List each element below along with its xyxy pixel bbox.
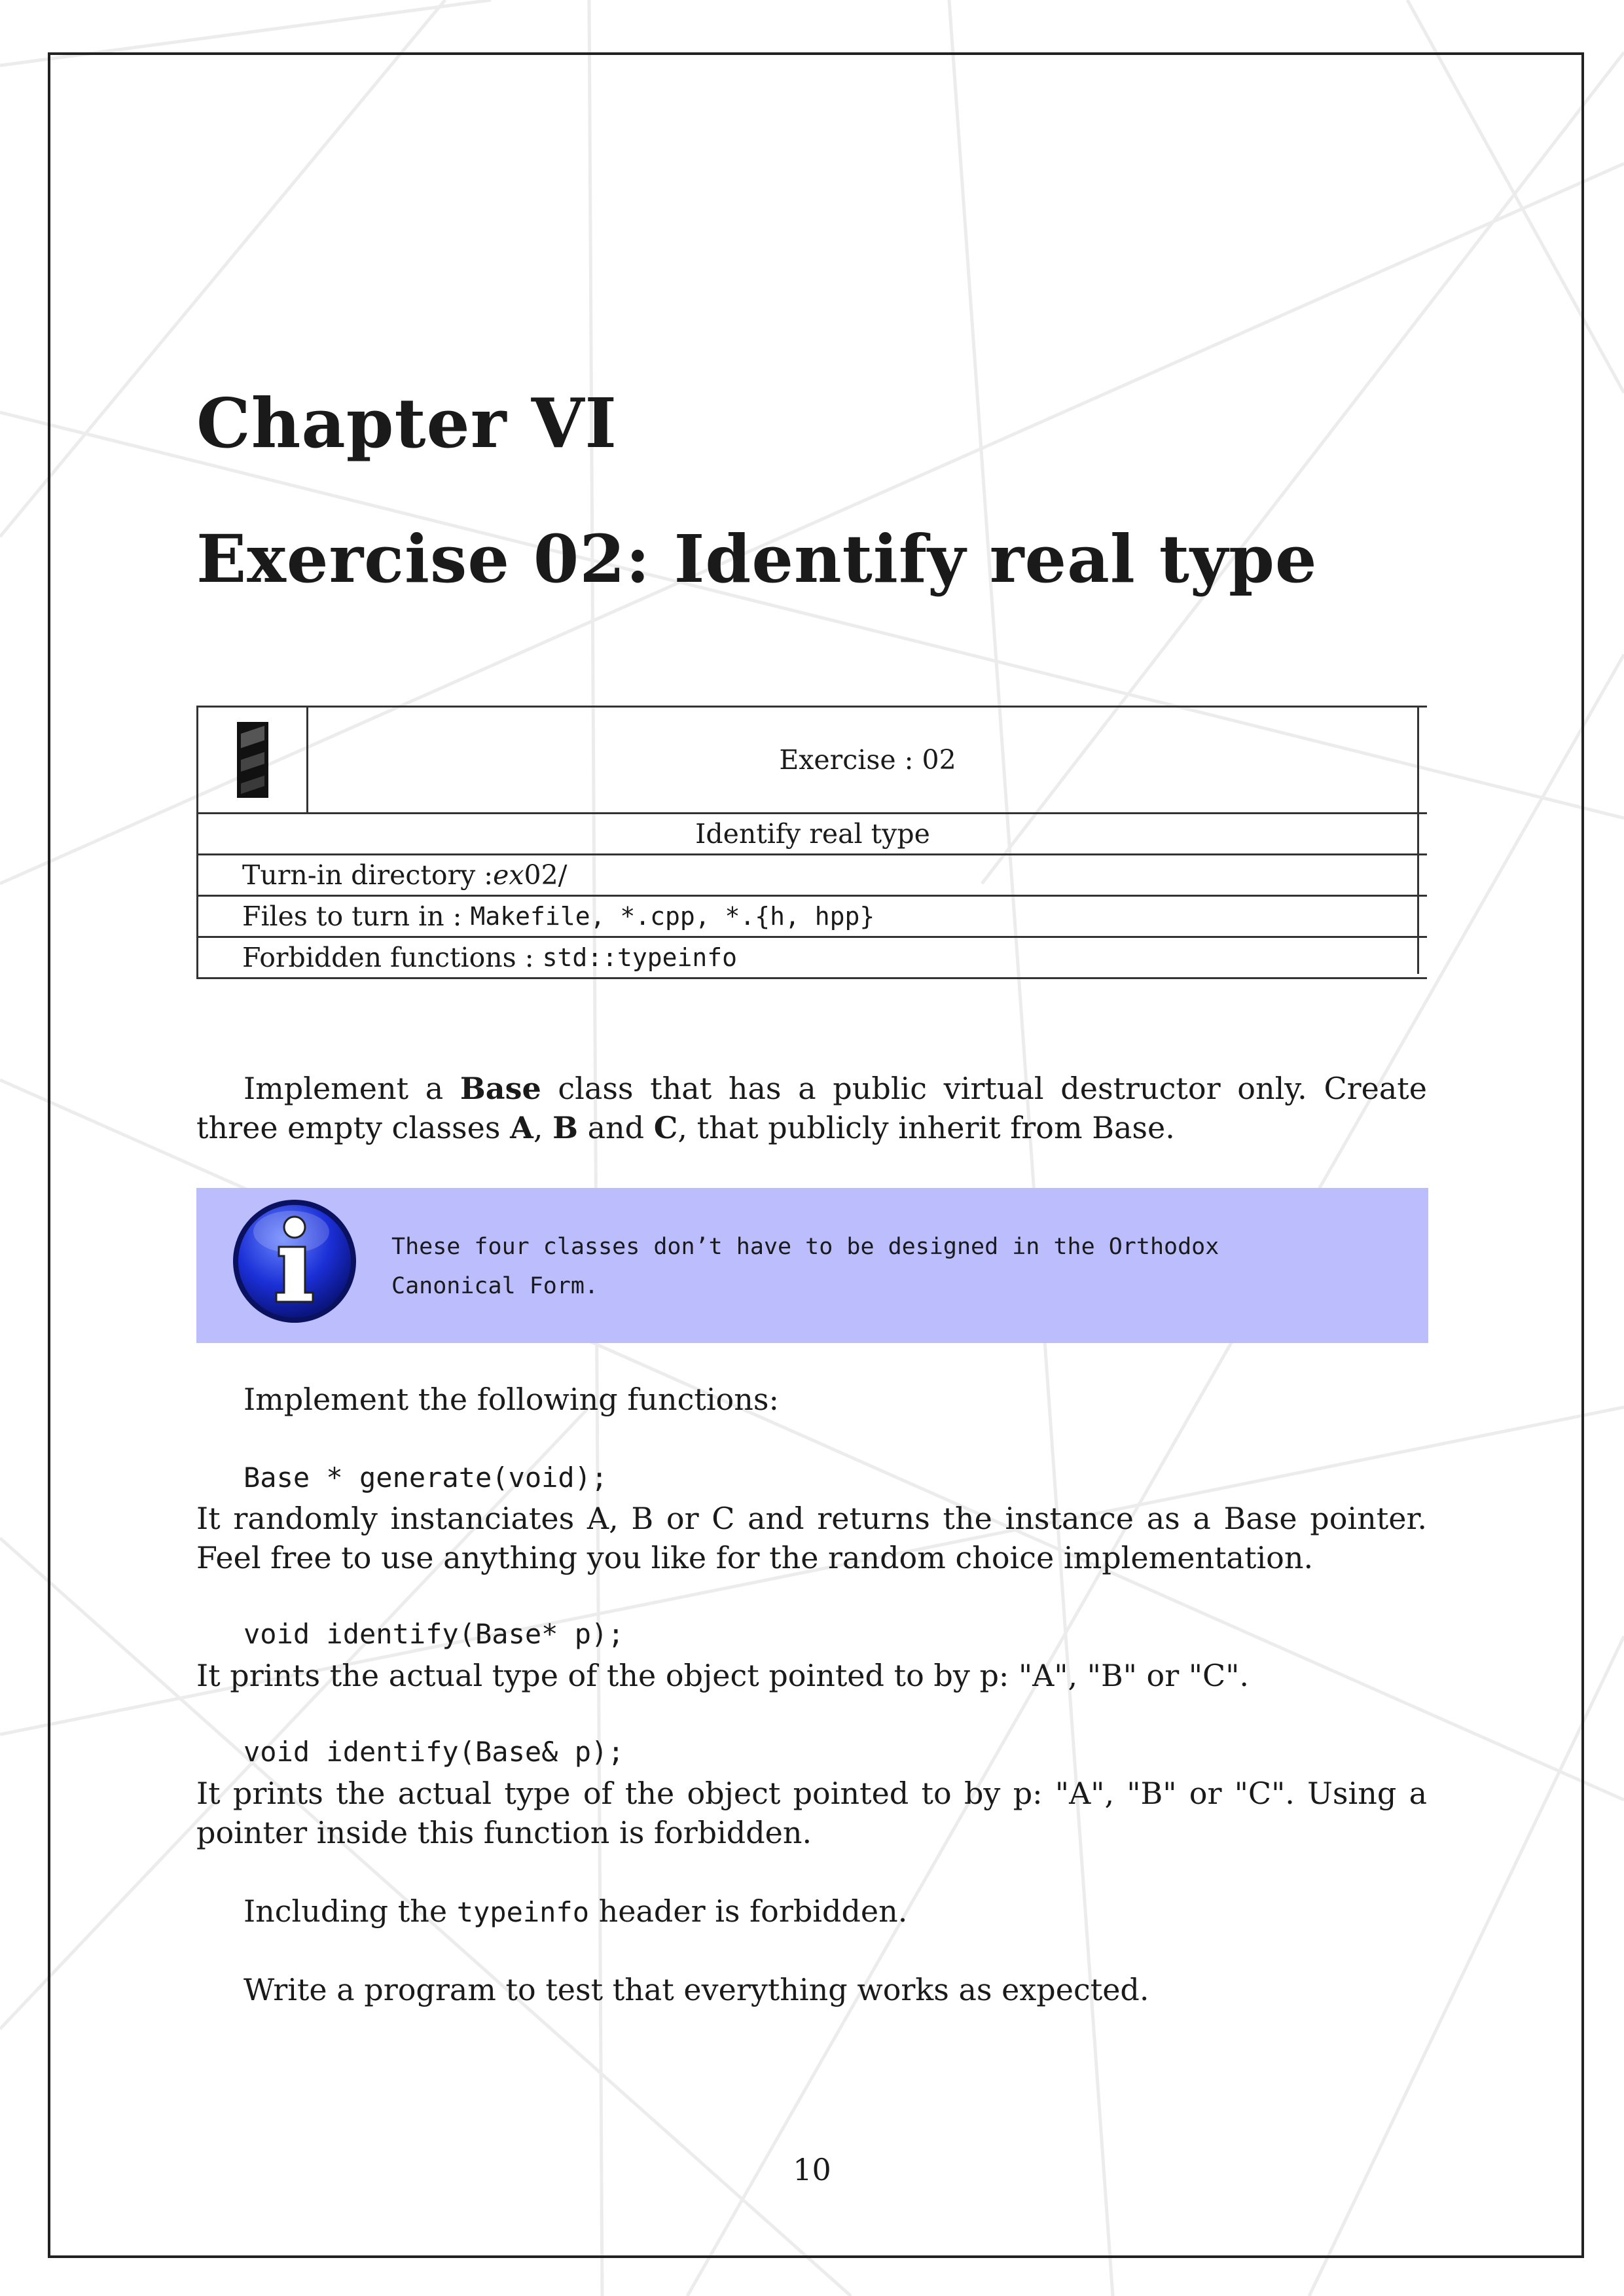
intro-text-2: class that has a public virtual destructor only. Create three empty classes <box>196 1071 1427 1145</box>
intro-base: Base <box>460 1071 541 1106</box>
page-number: 10 <box>793 2152 831 2187</box>
exercise-table-header <box>198 708 1427 814</box>
exercise-name: Identify real type <box>695 818 930 850</box>
intro-text-3: , that publicly inherit from Base. <box>677 1110 1175 1145</box>
intro-comma: , <box>533 1110 553 1145</box>
exercise-title: Exercise 02: Identify real type <box>196 520 1318 598</box>
intro-paragraph <box>196 1069 1427 1147</box>
info-text: These four classes don’t have to be designed in the Orthodox Canonical Form. <box>391 1234 1219 1299</box>
table-right-border <box>1417 706 1419 974</box>
files-value: Makefile, *.cpp, *.{h, hpp} <box>470 902 875 931</box>
typeinfo-note-before: Including the <box>244 1893 457 1929</box>
forbidden-value: std::typeinfo <box>542 943 738 972</box>
turn-in-label: Turn-in directory : <box>242 859 494 891</box>
turn-in-prefix: ex <box>493 859 524 891</box>
function-signature-generate: Base * generate(void); <box>244 1462 608 1494</box>
chapter-heading: Chapter VI <box>196 383 618 463</box>
turn-in-value: 02/ <box>524 859 568 891</box>
intro-class-c: C <box>653 1110 678 1145</box>
turn-in-row <box>198 855 1427 897</box>
intro-class-a: A <box>510 1110 533 1145</box>
exercise-logo <box>198 708 308 812</box>
files-row <box>198 897 1427 938</box>
functions-intro: Implement the following functions: <box>244 1382 779 1417</box>
forbidden-row <box>198 938 1427 979</box>
forbidden-label: Forbidden functions : <box>242 942 534 973</box>
exercise-number: Exercise : 02 <box>779 744 956 776</box>
final-note: Write a program to test that everything works as expected. <box>244 1972 1149 2007</box>
logo-icon <box>233 721 272 799</box>
files-label: Files to turn in : <box>242 901 462 932</box>
exercise-name-row <box>198 814 1427 855</box>
function-signature-identify-reference: void identify(Base& p); <box>244 1736 624 1768</box>
function-description-identify-reference: It prints the actual type of the object pointed to by p: "A", "B" or "C". Using a pointer inside this function is forbidden. <box>196 1776 1427 1850</box>
intro-and: and <box>577 1110 654 1145</box>
function-signature-identify-pointer: void identify(Base* p); <box>244 1618 624 1650</box>
typeinfo-note <box>196 1892 1427 1932</box>
info-box <box>196 1188 1428 1343</box>
function-description-generate: It randomly instanciates A, B or C and returns the instance as a Base pointer. Feel free to use anything you like for the random choice implementation. <box>196 1501 1427 1575</box>
exercise-table <box>196 706 1427 979</box>
typeinfo-code: typeinfo <box>456 1896 590 1928</box>
intro-text-1: Implement a <box>244 1071 460 1106</box>
function-description-identify-pointer: It prints the actual type of the object pointed to by p: "A", "B" or "C". <box>196 1658 1249 1693</box>
intro-class-b: B <box>552 1110 578 1145</box>
typeinfo-note-after: header is forbidden. <box>589 1893 908 1929</box>
info-icon <box>229 1196 360 1327</box>
